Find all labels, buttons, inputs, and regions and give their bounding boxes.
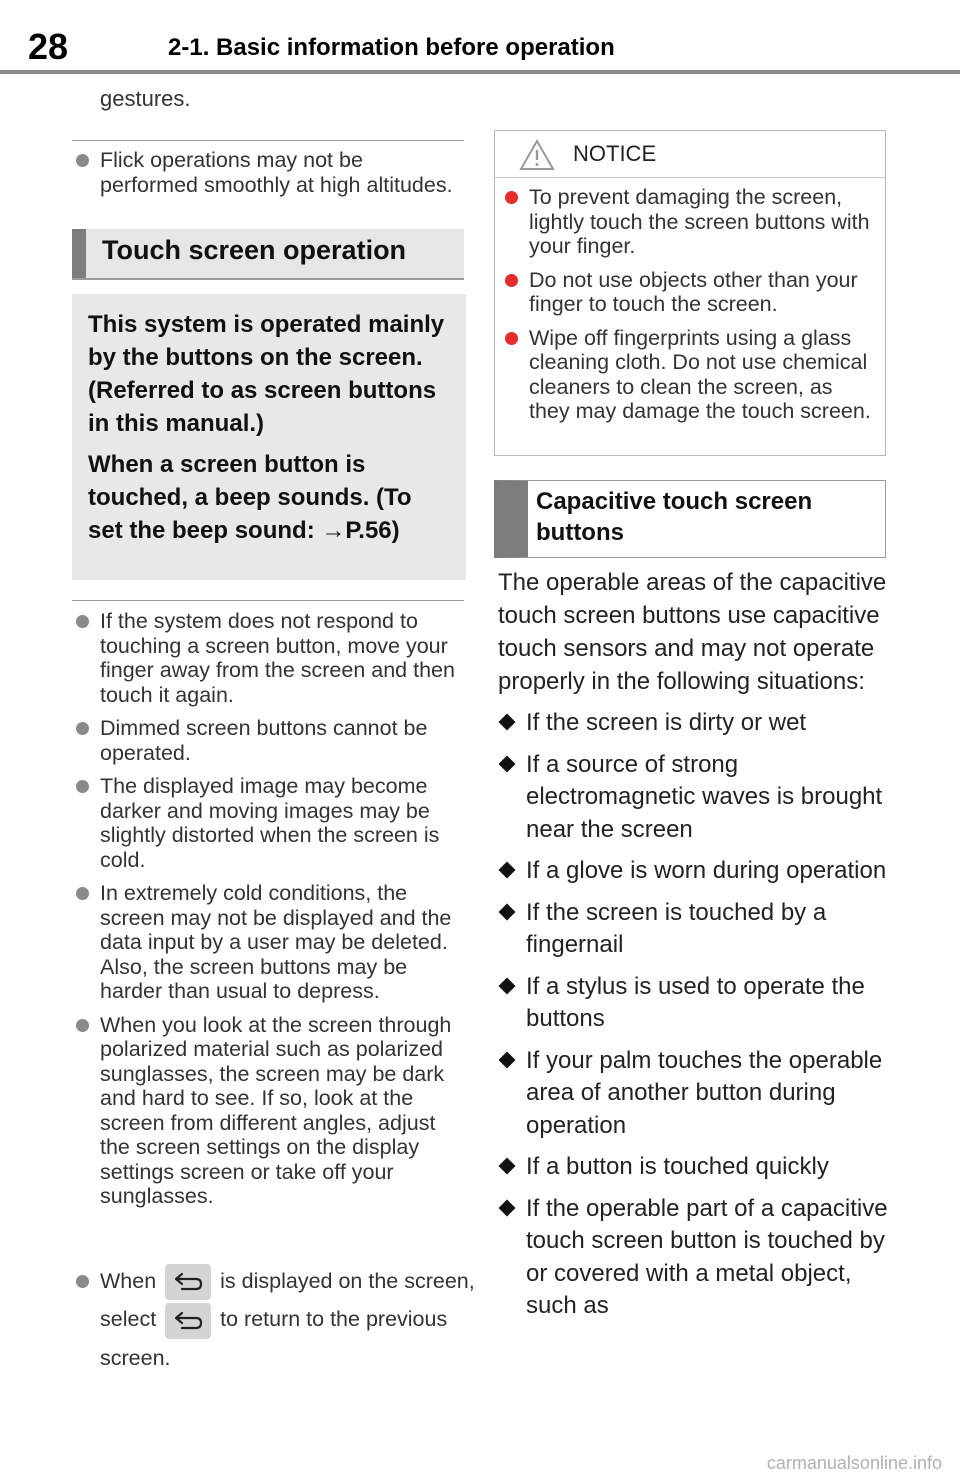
back-arrow-icon <box>165 1264 211 1300</box>
list-item <box>498 1045 888 1143</box>
bullet-dot-icon <box>76 1275 89 1288</box>
bullet-dot-icon <box>76 1019 89 1032</box>
bullet-text: When you look at the screen through polarized material such as polarized sunglasses, the screen may be dark and hard to see. If so, look at the screen from different angles, adjust the screen settings on the display settings screen or take off your sunglasses. <box>100 1012 452 1208</box>
item-text: If the screen is touched by a fingernail <box>526 898 827 958</box>
back-arrow-icon <box>165 1303 211 1339</box>
bullet-text: In extremely cold conditions, the screen may not be displayed and the data input by a user may be deleted. Also, the screen buttons may be harder than usual to depress. <box>100 881 452 1003</box>
intro-box <box>72 294 466 580</box>
notice-title: NOTICE <box>573 141 657 166</box>
bullet-text: Wipe off fingerprints using a glass cleaning cloth. Do not use chemical cleaners to clean the screen, as they may damage the touch screen. <box>529 325 871 423</box>
bullet-dot-icon <box>76 722 89 735</box>
top-bullet-list <box>76 148 466 197</box>
bullet-dot-icon <box>76 154 89 167</box>
section-heading: Capacitive touch screen buttons <box>536 488 813 546</box>
warning-triangle-icon <box>519 139 555 176</box>
list-item <box>498 971 888 1036</box>
notice-header <box>495 131 885 178</box>
page-number: 28 <box>28 26 69 67</box>
diamond-bullet-icon <box>499 1199 516 1216</box>
left-bullet-list <box>76 609 466 1209</box>
diamond-bullet-icon <box>499 1158 516 1175</box>
bullet-text: is displayed on the screen, select <box>100 1269 475 1332</box>
list-item <box>498 707 888 740</box>
capacitive-intro: The operable areas of the capacitive touch screen buttons use capacitive touch sensors and may not operate properly in the following situations: <box>498 569 887 695</box>
section-underline <box>72 278 464 280</box>
bullet-dot-icon <box>76 780 89 793</box>
intro-paragraph: This system is operated mainly by the buttons on the screen. (Referred to as screen buttons in this manual.) <box>88 311 445 437</box>
list-item <box>76 148 466 197</box>
bullet-text: The displayed image may become darker and moving images may be slightly distorted when the screen is cold. <box>100 774 440 872</box>
list-item <box>498 1193 888 1323</box>
list-item <box>498 1151 888 1184</box>
item-text: If the operable part of a capacitive touch screen button is touched by or covered with a metal object, such as <box>526 1194 888 1319</box>
header-rule <box>0 70 960 74</box>
diamond-bullet-icon <box>499 977 516 994</box>
list-item <box>76 609 466 707</box>
list-item <box>498 749 888 847</box>
bullet-text: Do not use objects other than your finger to touch the screen. <box>529 267 858 316</box>
section-heading: Touch screen operation <box>102 235 407 265</box>
item-text: If a stylus is used to operate the buttons <box>526 972 865 1032</box>
notice-box <box>494 130 886 456</box>
diamond-bullet-icon <box>499 1051 516 1068</box>
bullet-text: To prevent damaging the screen, lightly touch the screen buttons with your finger. <box>529 185 870 258</box>
intro-paragraph-beep: When a screen button is touched, a beep sounds. (To set the beep sound: →P.56) <box>88 451 412 544</box>
section-title: 2-1. Basic information before operation <box>168 34 615 61</box>
back-button-bullet <box>76 1262 490 1377</box>
item-text: If a glove is worn during operation <box>526 857 887 884</box>
bullet-text: If the system does not respond to touching a screen button, move your finger away from the screen and then touch it again. <box>100 609 455 707</box>
item-text: If the screen is dirty or wet <box>526 709 807 736</box>
bullet-dot-icon <box>76 887 89 900</box>
section-header-touch <box>72 229 464 278</box>
diamond-bullet-icon <box>499 903 516 920</box>
diamond-bullet-icon <box>499 714 516 731</box>
list-item <box>505 185 875 259</box>
notice-list <box>505 185 875 424</box>
continuation-text: gestures. <box>100 86 191 111</box>
bullet-dot-icon <box>505 274 518 287</box>
item-text: If your palm touches the operable area of another button during operation <box>526 1046 883 1139</box>
bullet-dot-icon <box>505 332 518 345</box>
bullet-text: When <box>100 1269 157 1293</box>
list-item <box>498 855 888 888</box>
bullet-dot-icon <box>76 615 89 628</box>
list-item <box>76 716 466 765</box>
bullet-text: to return to the previous screen. <box>100 1307 448 1370</box>
bullet-text: Flick operations may not be performed smoothly at high altitudes. <box>100 148 453 197</box>
list-item <box>498 897 888 962</box>
bullet-dot-icon <box>505 191 518 204</box>
divider <box>72 600 464 601</box>
item-text: If a button is touched quickly <box>526 1153 829 1180</box>
capacitive-body <box>498 566 888 1323</box>
list-item <box>76 774 466 872</box>
diamond-bullet-icon <box>499 862 516 879</box>
diamond-bullet-icon <box>499 755 516 772</box>
divider <box>72 140 464 141</box>
list-item <box>76 881 466 1004</box>
section-header-capacitive <box>494 480 886 558</box>
list-item <box>505 326 875 424</box>
item-text: If a source of strong electromagnetic waves is brought near the screen <box>526 750 883 843</box>
list-item <box>505 268 875 317</box>
watermark: carmanualsonline.info <box>766 1453 942 1473</box>
bullet-text: Dimmed screen buttons cannot be operated. <box>100 716 428 765</box>
list-item <box>76 1013 466 1209</box>
situation-list <box>498 707 888 1323</box>
